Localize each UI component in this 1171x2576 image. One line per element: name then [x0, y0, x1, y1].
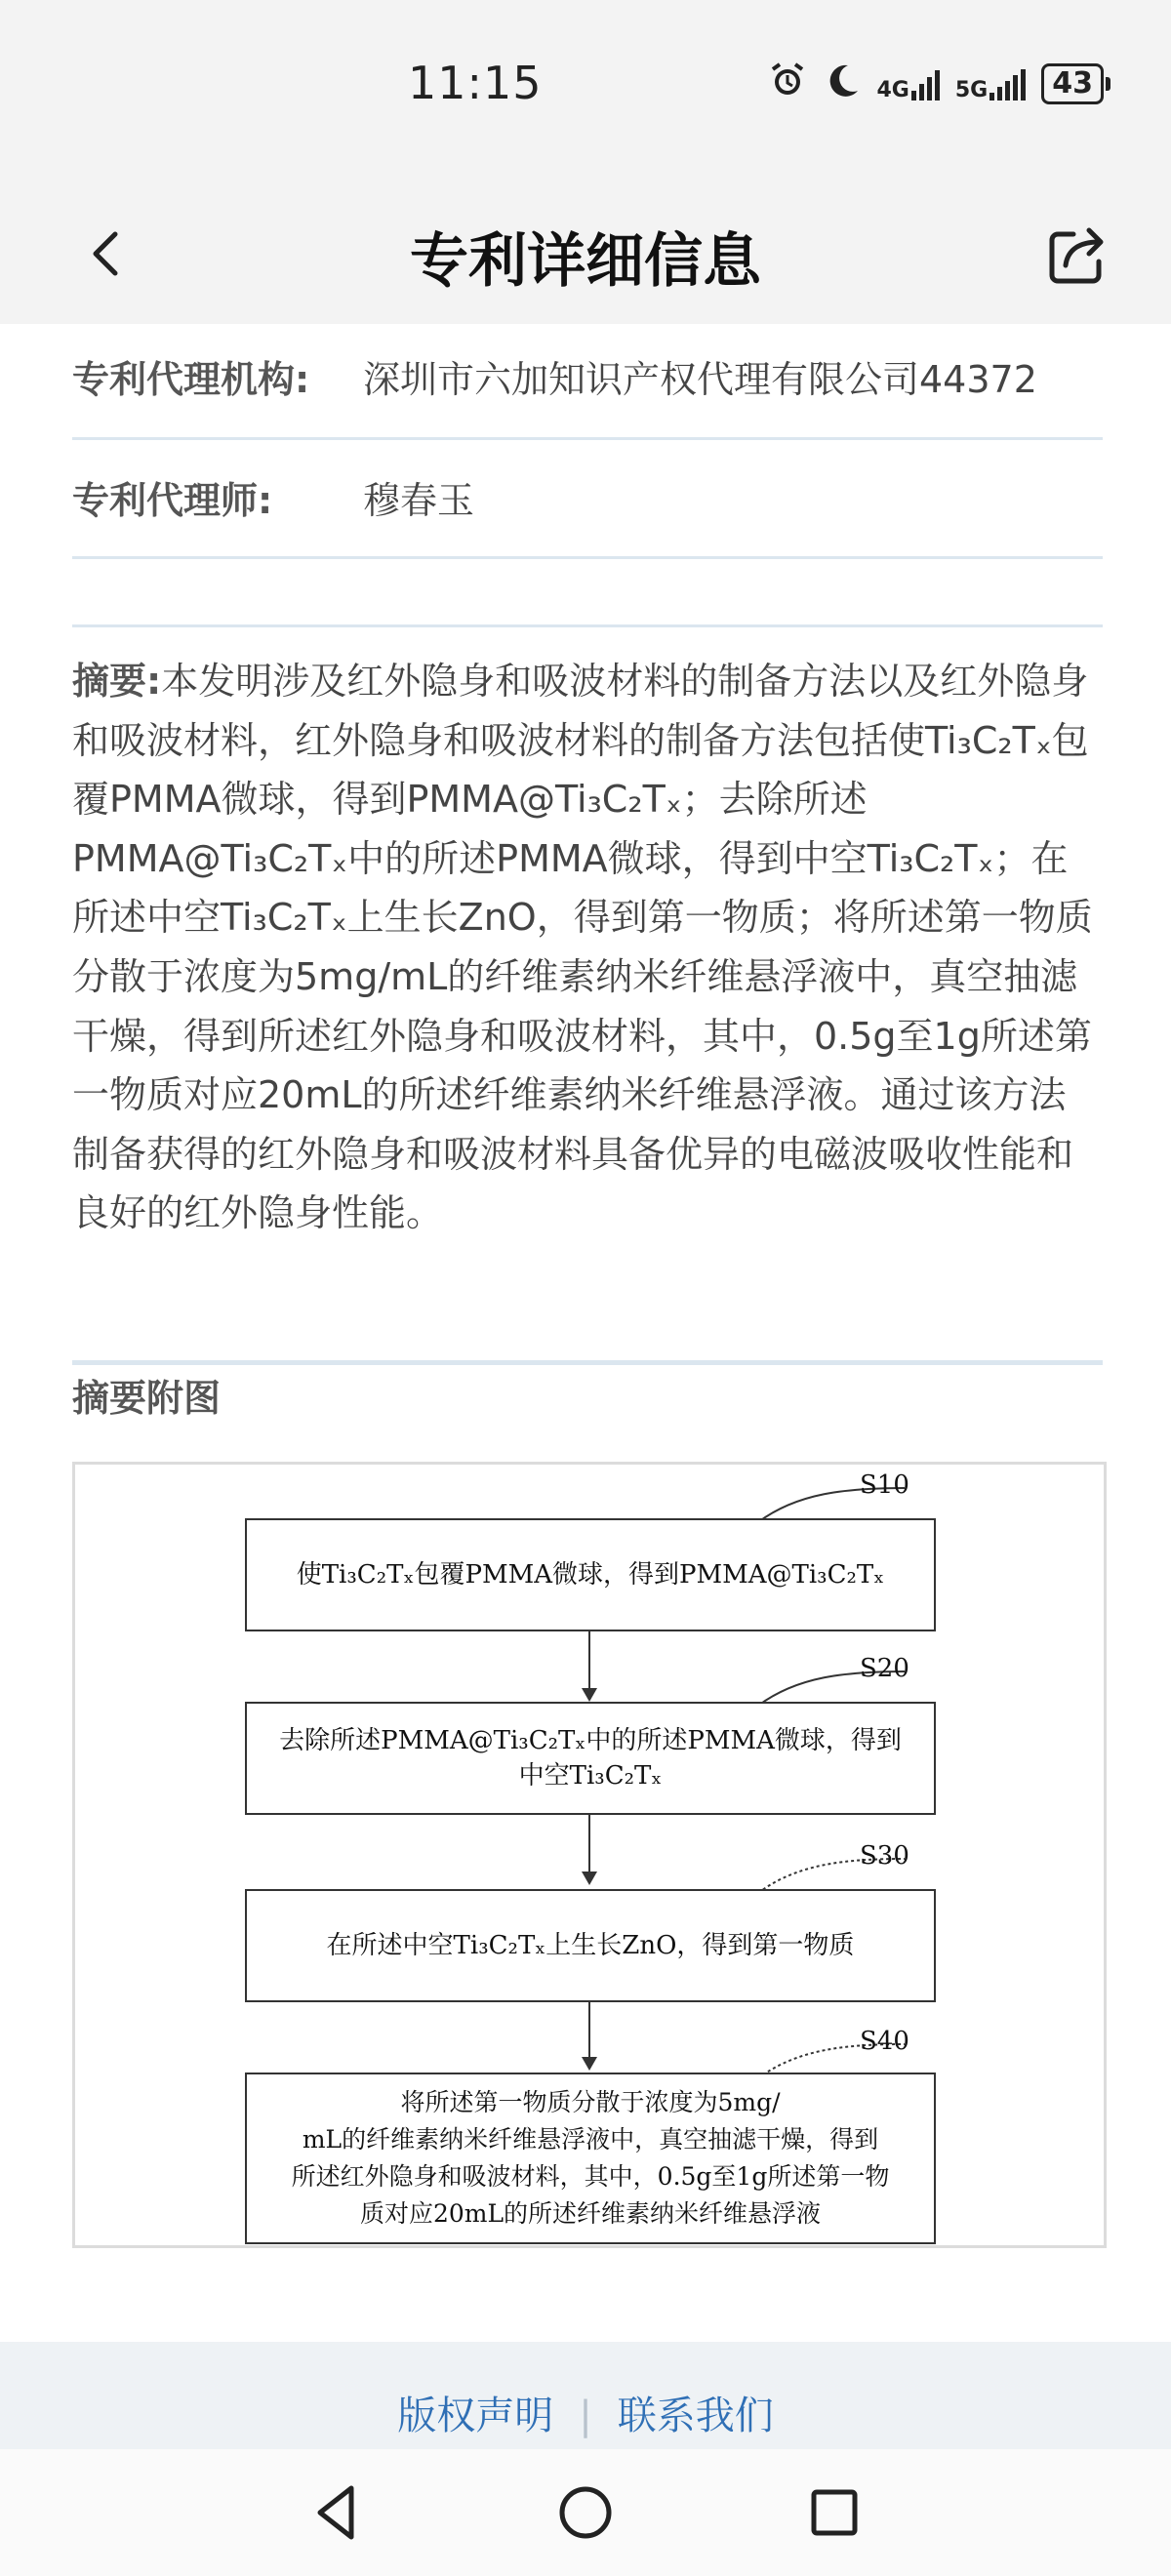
footer — [0, 2342, 1171, 2449]
status-icons — [768, 60, 1111, 106]
page-title: 专利详细信息 — [410, 227, 761, 296]
agent-value: 穆春玉 — [363, 479, 475, 522]
step-label-s20: S20 — [860, 1654, 909, 1683]
circle-home-icon[interactable] — [551, 2478, 620, 2547]
agent-label: 专利代理师: — [72, 479, 273, 522]
network-type-5g: 5G — [954, 77, 989, 102]
flow-step-text: 所述红外隐身和吸波材料，其中，0.5g至1g所述第一物 — [291, 2162, 890, 2191]
abstract-body: 本发明涉及红外隐身和吸波材料的制备方法以及红外隐身和吸波材料，红外隐身和吸波材料的制备方法包括使Ti₃C₂Tₓ包覆PMMA微球，得到PMMA@Ti₃C₂Tₓ；去除所述PMMA@Ti₃C₂Tₓ中的所述PMMA微球，得到中空Ti₃C₂Tₓ；在所述中空Ti₃C₂Tₓ上生长ZnO，得到第一物质；将所述第一物质分散于浓度为5mg/mL的纤维素纳米纤维悬浮液中，真空抽滤干燥，得到所述红外隐身和吸波材料，其中，0.5g至1g所述第一物质对应20mL的所述纤维素纳米纤维悬浮液。通过该方法制备获得的红外隐身和吸波材料具备优异的电磁波吸收性能和良好的红外隐身性能。 — [72, 660, 1093, 1235]
arrow-head — [582, 1872, 597, 1885]
flow-step-text: 在所述中空Ti₃C₂Tₓ上生长ZnO，得到第一物质 — [326, 1931, 855, 1960]
footer-links — [0, 2385, 1171, 2440]
agency-label: 专利代理机构: — [72, 358, 310, 401]
flow-step-text: 去除所述PMMA@Ti₃C₂Tₓ中的所述PMMA微球，得到 — [279, 1726, 902, 1755]
arrow — [588, 1630, 590, 1688]
system-nav-bar — [0, 2449, 1171, 2576]
footer-separator: | — [579, 2394, 592, 2438]
alarm-icon — [768, 60, 807, 106]
copyright-link[interactable]: 版权声明 — [397, 2394, 554, 2438]
step-label-s40: S40 — [860, 2027, 909, 2056]
divider — [72, 1360, 1103, 1365]
flow-step-s10 — [245, 1518, 936, 1631]
flow-step-text: mL的纤维素纳米纤维悬浮液中，真空抽滤干燥，得到 — [302, 2125, 879, 2153]
flow-step-text: 使Ti₃C₂Tₓ包覆PMMA微球，得到PMMA@Ti₃C₂Tₓ — [296, 1560, 885, 1590]
status-bar — [0, 0, 1171, 185]
battery-level: 43 — [1041, 63, 1104, 104]
signal-icon — [955, 67, 1026, 101]
status-time: 11:15 — [408, 57, 543, 109]
flow-step-text: 质对应20mL的所述纤维素纳米纤维悬浮液 — [359, 2199, 822, 2228]
abstract-label: 摘要: — [72, 660, 162, 703]
triangle-back-icon[interactable] — [303, 2478, 371, 2547]
flow-step-s30 — [245, 1889, 936, 2002]
flow-step-text: 将所述第一物质分散于浓度为5mg/ — [400, 2088, 781, 2116]
abstract-figure — [72, 1462, 1107, 2248]
moon-icon — [823, 60, 862, 106]
figure-title: 摘要附图 — [72, 1377, 222, 1420]
step-label-s30: S30 — [860, 1841, 909, 1871]
flow-step-s20 — [245, 1702, 936, 1815]
arrow — [588, 2000, 590, 2057]
contact-us-link[interactable]: 联系我们 — [617, 2394, 774, 2438]
battery-icon — [1041, 63, 1110, 104]
app-header — [0, 185, 1171, 324]
flow-step-text: 中空Ti₃C₂Tₓ — [518, 1761, 663, 1791]
share-icon[interactable] — [1044, 221, 1112, 289]
arrow-head — [582, 1688, 597, 1702]
divider — [72, 556, 1103, 559]
network-type-4g: 4G — [876, 77, 909, 102]
agency-value: 深圳市六加知识产权代理有限公司44372 — [363, 358, 1037, 401]
flow-step-s40 — [245, 2073, 936, 2244]
signal-icon — [877, 67, 940, 101]
divider — [72, 624, 1103, 627]
arrow-head — [582, 2057, 597, 2071]
abstract-text — [72, 652, 1103, 1243]
divider — [72, 437, 1103, 440]
step-label-s10: S10 — [860, 1470, 909, 1500]
arrow — [588, 1813, 590, 1872]
square-recents-icon[interactable] — [800, 2478, 868, 2547]
